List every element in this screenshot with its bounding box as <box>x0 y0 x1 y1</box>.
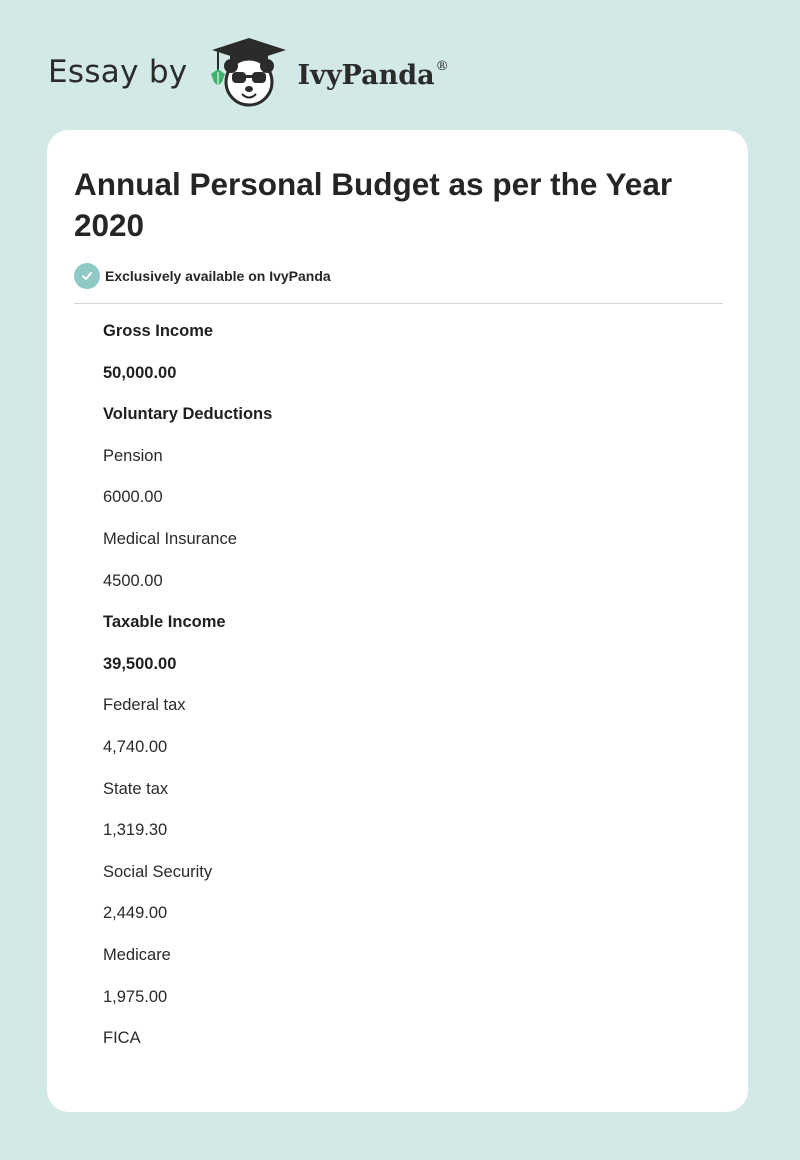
budget-row: Gross Income <box>103 322 214 340</box>
registered-mark: ® <box>435 59 449 74</box>
budget-row: 1,975.00 <box>103 987 168 1006</box>
budget-row: Medicare <box>103 945 171 964</box>
site-header <box>48 36 449 108</box>
budget-row: 6000.00 <box>103 488 163 507</box>
budget-row: 4,740.00 <box>103 737 168 756</box>
budget-row: 4500.00 <box>103 571 163 590</box>
exclusive-badge <box>74 263 331 289</box>
budget-row: 1,319.30 <box>103 821 168 840</box>
budget-row: Medical Insurance <box>103 529 237 548</box>
divider <box>74 303 723 304</box>
budget-row: Voluntary Deductions <box>103 405 273 424</box>
essay-by-label: Essay by <box>48 54 188 90</box>
check-circle-icon <box>74 263 100 289</box>
budget-row: Taxable Income <box>103 613 226 632</box>
budget-row: Federal tax <box>103 696 186 715</box>
panda-graduate-icon <box>206 36 292 108</box>
budget-row: State tax <box>103 779 169 798</box>
budget-row: Pension <box>103 446 163 465</box>
budget-list <box>103 311 703 1060</box>
exclusive-badge-text: Exclusively available on IvyPanda <box>105 268 331 284</box>
ivypanda-wordmark: IvyPanda® <box>297 59 449 91</box>
budget-row: 2,449.00 <box>103 904 168 923</box>
essay-card <box>47 130 748 1112</box>
budget-row: 50,000.00 <box>103 363 177 382</box>
budget-row: 39,500.00 <box>103 654 177 673</box>
budget-row: Social Security <box>103 862 213 881</box>
budget-row: FICA <box>103 1029 141 1048</box>
page-title: Annual Personal Budget as per the Year 2020 <box>74 166 673 243</box>
